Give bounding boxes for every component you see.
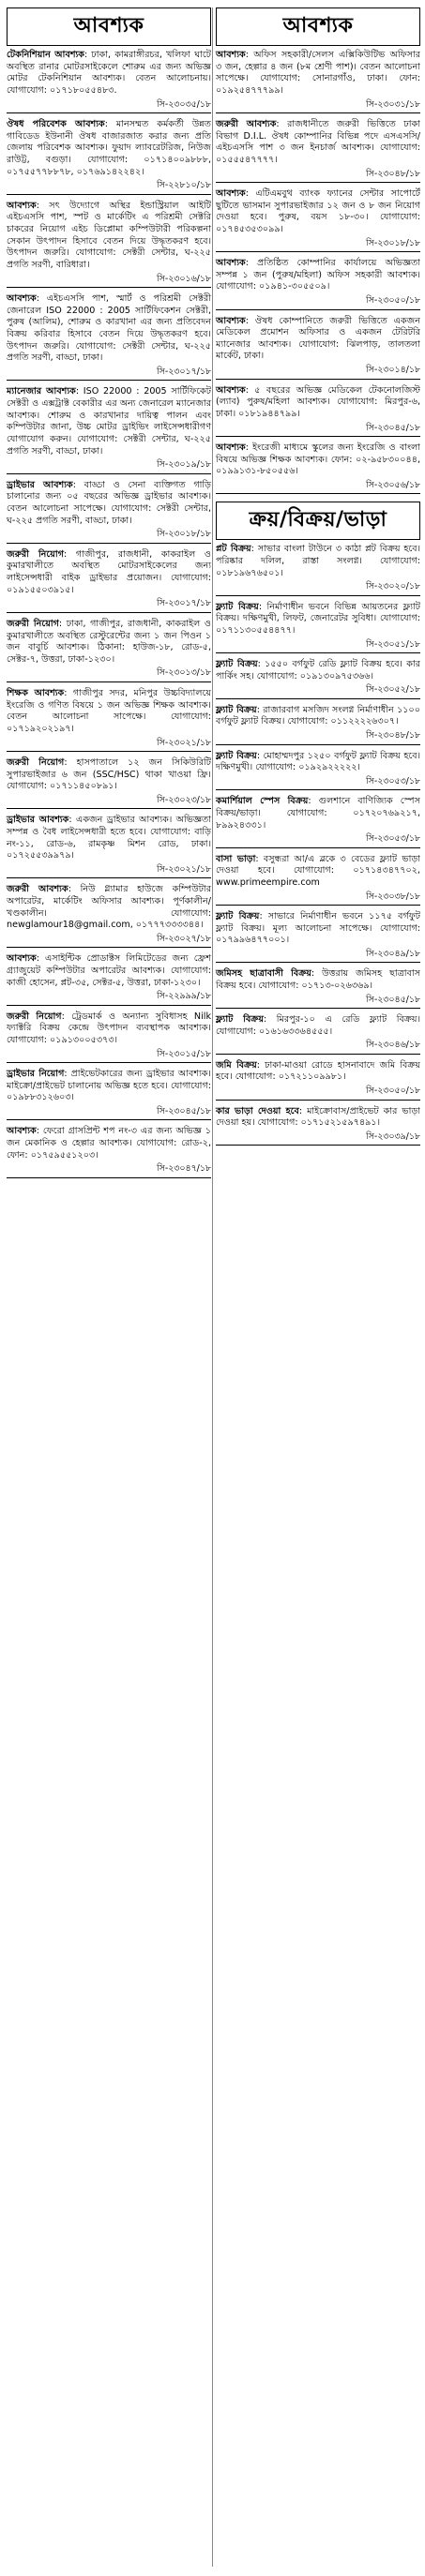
right-ad-list: [216, 50, 420, 494]
ad-body: : প্রতিষ্ঠিত কোম্পানির কার্যালয়ে অভিজ্ঞতা সম্পন্ন ১ জন (পুরুষ/মহিলা) অফিস সহকারী আবশ্যক। যোগাযোগ: ০১৯৪১-৩০৫৫০৯।: [216, 258, 420, 292]
ad-title: আবশ্যক: [7, 200, 37, 211]
classified-ad: [216, 1106, 420, 1146]
ad-separator: [216, 789, 420, 790]
ad-text: [216, 316, 420, 364]
ad-title: ফ্ল্যাট বিক্রয়: [216, 601, 259, 612]
ad-title: ফ্ল্যাট বিক্রয়: [216, 910, 260, 921]
ad-title: ফ্ল্যাট বিক্রয়: [216, 659, 258, 670]
ad-code: সি-২৩০৪৯/১৮: [365, 948, 420, 959]
ad-body: : বসুন্ধরা আ/এ ব্লকে ৩ বেডের ফ্ল্যাট ভাড়া দেওয়া হবে। যোগাযোগ: ০১৭১৪৩৪৭৭০২, www.primeempire.com: [216, 853, 420, 888]
ad-separator: [216, 182, 420, 183]
ad-separator: [7, 543, 211, 544]
ad-title: জরুরী আবশ্যক: [216, 119, 277, 130]
ad-text: [7, 549, 211, 597]
ad-body: : একজন ড্রাইভার আবশ্যক। অভিজ্ঞতা সম্পন্ন ও বৈধ লাইসেন্সধারী হতে হবে। যোগাযোগ: বাড়ি নং-১১, রোড-৬, রামকৃষ্ণ মিশন রোড, ঢাকা। ০১৭২৫৫৩৯৯৭৯।: [7, 815, 212, 861]
left-column: [7, 7, 211, 1184]
ad-text: [7, 1069, 211, 1104]
ad-title: জরুরী নিয়োগ: [7, 548, 64, 560]
ad-code: সি-২৩০৪৮/১৮: [365, 730, 420, 741]
ad-body: : প্রাইভেটকারের জন্য ড্রাইভার আবশ্যক। মাইক্রো/প্রাইভেট চালানোয় অভিজ্ঞ হতে হবে। যোগাযোগ: ০১৯৮৮৩১২৬০৩।: [7, 1069, 211, 1103]
ad-body: : গুলশানে বাণিজ্যিক স্পেস বিক্রয়/ভাড়া। যোগাযোগ: ০১৭২০৭৬৯২১৭, ৮৯৯২৪৩৩১।: [216, 796, 420, 831]
ad-body: : মিরপুর-১০ এ রেডি ফ্ল্যাট বিক্রয়। যোগাযোগ: ০১৬১৬৩৩৬৪৫৫৫।: [216, 1014, 420, 1037]
ad-title: ফ্ল্যাট বিক্রয়: [216, 750, 257, 761]
ad-title: জরুরী নিয়োগ: [7, 756, 65, 768]
ad-separator: [216, 436, 420, 437]
ad-text: [216, 659, 420, 682]
classified-ad: [7, 549, 211, 613]
ad-text: [216, 385, 420, 421]
ad-text: [216, 705, 420, 728]
ad-body: : অফিস সহকারী/সেলস এক্সিকিউটিভ অফিসার ৩ জন, হেল্পার ৪ জন (৮ম শ্রেণী পাশ)। বেতন আলোচনা সাপেক্ষে। যোগাযোগ: সোনারগাঁও, ঢাকা। ফোন: ০১৯২৫৪৭৭৭৯৯।: [216, 50, 420, 96]
ad-separator: [216, 962, 420, 963]
ad-separator: [7, 947, 211, 948]
ad-separator: [216, 309, 420, 310]
classified-ad: [7, 619, 211, 682]
ad-code: সি-২৩০১৪/১৮: [365, 365, 420, 376]
ad-code: সি-২৩০১৬/১৮: [156, 273, 211, 284]
ad-code: সি-২৩০১৯/১৮: [156, 459, 211, 471]
ad-body: : ঢাকা, গাজীপুর, রাজধানী, কাকরাইল ও কুমারখালীতে অবস্থিত রেস্টুরেন্টের জন্য ১ জন পিওন ১ জন বাবুর্চি আবশ্যক। ঠিকানা: হাউজ-১৮, রোড-৫, সেক্টর-৭, উত্তরা, ঢাকা-১২৩০।: [7, 618, 211, 665]
ad-text: [7, 293, 211, 365]
ad-title: ড্রাইভার নিয়োগ: [7, 1069, 65, 1080]
ad-text: [216, 751, 420, 774]
ad-body: : ঢাকা, কামরাঙ্গীরচর, খলিফা ঘাটে অবস্থিত রানার মোটরসাইকেলে শোরুম এর জন্য অভিজ্ঞ মোটর টেকনিশিয়ান আবশ্যক। বেতন আলোচনায়। যোগাযোগ: ০১৭১৮০৫৫৪৮৩.: [7, 50, 211, 96]
classified-ad: [216, 316, 420, 380]
ad-body: : সৎ উদ্যোগে অস্থির ইন্ডাস্ট্রিয়াল আইটি এইচএসসি পাশ, স্পট ও মার্কেটিং এ পরিশ্রমী সেক্টরি চাকরের নিয়োগ এইচ ডিপ্লোমা কম্পিউটারী পরিকল্পনা সেকান উৎপাদন হিসাবে বেতন দিয়ে উদ্ধৃতকরণ হবে। উৎপাদন জরুরি। যোগাযোগ: সেক্টরী সেন্টার, ঘ-২২৫ প্রগতি সরণী, বারিধারা।: [7, 200, 211, 271]
ad-separator: [7, 287, 211, 288]
ad-title: আবশ্যক: [7, 953, 37, 965]
ad-text: [7, 884, 211, 932]
ad-body: : হাসপাতালে ১২ জন সিকিউরিটি সুপারভাইজার ৬ জন (SSC/HSC) থাকা খাওয়া ফ্রি। যোগাযোগ: ০১৭১১৪৫০৮৯১।: [7, 756, 211, 792]
ad-title: টেকনিশিয়ান আবশ্যক: [7, 50, 84, 61]
ad-body: : এইচএসসি পাশ, স্মার্ট ও পরিশ্রমী সেক্টরী জেনারেল ISO 22000 : 2005 সার্টিফিকেশন সেক্টরী, পুরুষ (আলিম), শোরুম ও কারখানা এর জন্য প্রতিবেদন বিক্রয় করিবার হিসাবে বেতন দিয়ে উদ্ধৃতকরণ হবে। উৎপাদন জরুরি। যোগাযোগ: সেক্টরী সেন্টার, ঘ-২২৫ প্রগতি সরণী, বাড্ডা, ঢাকা।: [7, 293, 211, 364]
ad-text: [7, 50, 211, 97]
ad-body: : বাড্ডা ও সেনা ব্যক্তিগত গাড়ি চালানোর জন্য ০৫ বছরের অভিজ্ঞ ড্রাইভার আবশ্যক। বেতন আলোচনা সাপেক্ষে। যোগাযোগ: সেক্টরী সেন্টার, ঘ-২২৫ প্রগতি সরণী, বাড্ডা, ঢাকা।: [7, 479, 211, 526]
ad-text: [7, 815, 211, 862]
ad-code: সি-২৩০৫৬/১৮: [365, 479, 420, 490]
classified-ad: [7, 1069, 211, 1120]
ad-separator: [216, 379, 420, 380]
ad-code: সি-২৩০৩৮/১৮: [365, 891, 420, 902]
ad-separator: [7, 681, 211, 682]
ad-code: সি-২৩০৪৫/১৮: [156, 1106, 211, 1117]
classified-ad: [216, 188, 420, 252]
ad-title: আবশ্যক: [7, 1126, 37, 1137]
ad-separator: [216, 905, 420, 906]
ad-body: : নিউ গ্ল্যামার হাউজে কম্পিউটার অপারেটর, মার্কেটিং অফিসার আবশ্যক। পূর্ণকালীন/খণ্ডকালীন। যোগাযোগ: newglamour18@gmail.com, ০১৭৭৭৩৩৩৩৪৪।: [7, 884, 211, 931]
ad-title: আবশ্যক: [216, 442, 246, 453]
ad-title: ফ্ল্যাট বিক্রয়: [216, 1014, 264, 1026]
ad-text: [7, 386, 211, 457]
classified-ad: [216, 544, 420, 595]
classified-ad: [7, 1126, 211, 1177]
ad-title: আবশ্যক: [7, 293, 37, 305]
ad-separator: [7, 612, 211, 613]
ad-code: সি-২৩০৫০/১৮: [365, 1086, 420, 1097]
classified-ad: [216, 968, 420, 1009]
ad-title: ফ্ল্যাট বিক্রয়: [216, 704, 257, 715]
classified-ad: [216, 854, 420, 906]
ad-text: [216, 1060, 420, 1084]
ad-text: [216, 50, 420, 97]
ad-title: প্লট বিক্রয়: [216, 544, 251, 555]
classified-ad: [216, 602, 420, 653]
ad-title: ঔষধ পরিবেশক আবশ্যক: [7, 119, 105, 130]
classified-ad: [216, 659, 420, 699]
classified-ad: [7, 293, 211, 381]
left-ad-list: [7, 50, 211, 1178]
ad-title: আবশ্যক: [216, 258, 246, 269]
classified-ad: [7, 688, 211, 752]
classified-ad: [7, 50, 211, 113]
ad-code: সি-২৩০৩৯/১৮: [365, 1131, 420, 1142]
ad-body: : ৫ বছরের অভিজ্ঞ মেডিকেল টেকনোলজিস্ট (ল্যাব) পুরুষ/মহিলা আবশ্যক। যোগাযোগ: মিরপুর-৬, ঢাকা। ০১৮১৯৪৪৭৯৯।: [216, 384, 420, 419]
classified-ad: [216, 1060, 420, 1101]
ad-code: সি-২৩০৪৭/১৮: [156, 1163, 211, 1175]
ad-text: [216, 602, 420, 637]
ad-code: সি-২৩০২০/১৮: [365, 581, 420, 592]
ad-separator: [7, 877, 211, 878]
ad-separator: [216, 595, 420, 596]
ad-text: [216, 911, 420, 947]
classified-ad: [7, 884, 211, 948]
section-header-sales: ক্রয়/বিক্রয়/ভাড়া: [216, 502, 420, 540]
ad-title: জরুরী নিয়োগ: [7, 1011, 62, 1022]
classified-ad: [7, 386, 211, 473]
ad-code: সি-২২৮১০/১৮: [156, 180, 211, 191]
ad-code: সি-২৩০৪৬/১৮: [365, 1040, 420, 1051]
classified-ad: [216, 705, 420, 745]
ad-body: : এটিএমবুথ ব্যাংক ফ্যানের সেন্টার সাপোর্টে ছুটিতে ভাসমান সুপারভাইজার ১২ জন ও ৮ জন নিয়োগ দেওয়া হবে। পুরুষ, বয়স ১৮-৩০। যোগাযোগ: ০১৭৪৫৩৫৩০৯৯।: [216, 188, 420, 235]
ad-code: সি-২৩০১৮/১৮: [156, 529, 211, 540]
ad-separator: [216, 698, 420, 699]
ad-title: ম্যানেজার আবশ্যক: [7, 386, 76, 397]
ad-separator: [7, 1005, 211, 1006]
ad-body: : সাভারে নির্মাণাধীন ভবনে ১১৭৫ বর্গফুট ফ্ল্যাট বিক্রয়। মূল্য আলোচনা সাপেক্ষে। যোগাযোগ: ০১৭৯৯৬৪৭৭০০১।: [216, 910, 421, 946]
ad-separator: [7, 380, 211, 381]
ad-separator: [7, 1119, 211, 1120]
ad-code: সি-২৩০৩৫/১৮: [156, 98, 211, 110]
ad-body: : গাজীপুর, রাজধানী, কাকরাইল ও কুমারখালীতে অবস্থিত মোটরসাইকেলের জন্য লাইসেন্সধারী বাইক ড্রাইভার প্রয়োজন। যোগাযোগ: ০১৯১৫৫০৩৯১৫।: [7, 548, 211, 595]
ad-separator: [7, 473, 211, 474]
ad-code: সি-২৩০৫০/১৮: [365, 295, 420, 307]
ad-title: আবশ্যক: [216, 315, 246, 326]
ad-separator: [216, 1008, 420, 1009]
ad-text: [7, 1126, 211, 1161]
ad-body: : এসাইন্টিক প্রোডাক্টস লিমিটেডের জন্য ফ্রেশ গ্র্যাজুয়েট কম্পিউটার অপারেটর আবশ্যক। যোগাযোগ: কাজী হোসেন, প্লট-৩৫, সেক্টর-৫, উত্তরা, ঢাকা-১২৩০।: [7, 953, 211, 988]
ad-body: : মাইক্রোবাস/প্রাইভেট কার ভাড়া দেওয়া হয়। যোগাযোগ: ০১৭১৫২১৫৯৭৪৯১।: [216, 1105, 420, 1129]
ad-body: : ISO 22000 : 2005 সার্টিফিকেট সেক্টরী ও এক্সট্রাক্ট বেকারীর এর অন্য জেনারেল ম্যানেজার আবশ্যক। শোরুম ও কারখানার দায়িত্ব পালন এবং কম্পিউটার জানা, উচ্চ মোটর ড্রাইভিং লাইসেন্সধারীগণ যোগাযোগ করুন। যোগাযোগ: সেক্টরী সেন্টার, ঘ-২২৫ প্রগতি সরণী, বাড্ডা, ঢাকা।: [7, 386, 212, 457]
ad-separator: [7, 1062, 211, 1063]
ad-body: : ইংরেজী মাধ্যমে স্কুলের জন্য ইংরেজি ও বাংলা বিষয়ে অভিজ্ঞ শিক্ষক আবশ্যক। ফোন: ০২-৯৫৮৩০০৪৪, ০১৯৯১৩১-৮৫০৫৫৬।: [216, 442, 420, 477]
ad-code: সি-২৩০১৫/১৮: [156, 1048, 211, 1059]
ad-code: সি-২৩০১৮/১৮: [365, 237, 420, 248]
ad-code: সি-২২৯৯৯/১৮: [156, 991, 211, 1002]
ad-text: [216, 1106, 420, 1130]
sales-ad-list: [216, 544, 420, 1146]
ad-code: সি-২৩০১৩/১৮: [156, 667, 211, 679]
ad-title: জরুরী আবশ্যক: [7, 884, 68, 895]
classified-ad: [7, 201, 211, 288]
ad-text: [7, 619, 211, 666]
ad-separator: [216, 1100, 420, 1101]
ad-body: : ঔষধ কোম্পানিতে জরুরী ভিত্তিতে একজন মেডিকেল প্রমোশন অফিসার ও একজন টেরিটরি ম্যানেজার আবশ্যক। যোগাযোগ: ঝিলপাড়, তালতলা মার্কেট, ঢাকা।: [216, 315, 420, 362]
classified-ad: [7, 757, 211, 809]
classified-ad: [216, 258, 420, 309]
ad-body: : মোহাম্মদপুর ১২৫০ বর্গফুট ফ্ল্যাট বিক্রয় হবে। দক্ষিণমুখী। যোগাযোগ: ০১৯২৯২২২২২।: [216, 750, 420, 773]
ad-title: বাসা ভাড়া: [216, 853, 256, 864]
ad-code: সি-২৩০৩১/১৮: [365, 98, 420, 110]
classified-ad: [7, 1011, 211, 1063]
ad-separator: [7, 194, 211, 195]
ad-separator: [216, 112, 420, 113]
ad-body: : মানসম্মত কর্মকর্তী উন্নত গাবিডেড ইউনানী ঔষধ বাজারজাত করার জন্য প্রতি জেলায় পরিবেশক আবশ্যক। ফুয়াদ ল্যাবরেটরিজ, নিউজ রাউট্ট, বগুড়া। যোগাযোগ: ০১৭১৪০০৯৮৮৮, ০১৭৫৫৭৭৮৮৭৮, ০১৭৬৯১৪২২৪২।: [7, 119, 211, 177]
ad-body: : ফেরো গ্রাসপ্রিন্ট শপ নং-৩ এর জন্য অভিজ্ঞ ১ জন মেকানিক ও হেল্পার আবশ্যক। যোগাযোগ: রোড-২, ফোন: ০১৭৫৯৫৫১২০৩।: [7, 1126, 211, 1161]
ad-text: [216, 119, 420, 167]
ad-separator: [216, 493, 420, 494]
classified-ad: [216, 442, 420, 494]
ad-text: [216, 968, 420, 992]
ad-code: সি-২৩০৪৮/১৮: [365, 168, 420, 179]
classified-ad: [216, 1014, 420, 1055]
ad-code: সি-২৩০৫১/১৮: [365, 638, 420, 650]
ad-text: [7, 480, 211, 528]
ad-title: আবশ্যক: [216, 384, 246, 396]
ad-code: সি-২৩০১৭/১৮: [156, 598, 211, 609]
ad-title: জমিসহ ছাত্রাবাসী বিক্রয়: [216, 968, 311, 980]
ad-text: [216, 854, 420, 890]
classified-ad: [216, 911, 420, 963]
ad-body: : উত্তরায় জমিসহ ছাত্রাবাস বিক্রয় হবে। যোগাযোগ: ০১৭১৩-০২৬৩৬৯।: [216, 968, 420, 991]
ad-body: : রাজধানীতে জরুরী ভিত্তিতে ঢাকা বিভাগ D.I.L. ঔষধ কোম্পানির বিভিন্ন পদে এসএসসি/এইচএসসি পাশ ৩ জন ইনচার্জ আবশ্যক। যোগাযোগ: ০১৫৫৫৪৭৭৭৭।: [216, 119, 421, 166]
ad-text: [7, 953, 211, 989]
right-column: [216, 7, 420, 1151]
ad-title: শিক্ষক আবশ্যক: [7, 687, 65, 698]
ad-code: সি-২৩০৫২/১৮: [365, 684, 420, 696]
ad-separator: [216, 1145, 420, 1146]
ad-text: [7, 201, 211, 272]
classified-ad: [216, 119, 420, 183]
section-header-left: আবশ্যক: [7, 7, 211, 46]
ad-separator: [216, 1054, 420, 1055]
ad-title: কমার্শিয়াল স্পেস বিক্রয়: [216, 796, 309, 807]
ad-title: আবশ্যক: [216, 50, 246, 61]
ad-separator: [216, 251, 420, 252]
ad-separator: [7, 1177, 211, 1178]
ad-separator: [216, 744, 420, 745]
ad-code: সি-২৩০২৭/১৮: [156, 933, 211, 944]
classified-ad: [216, 385, 420, 437]
ad-code: সি-২৩০৪৫/১৮: [365, 422, 420, 433]
ad-title: জরুরী নিয়োগ: [7, 618, 59, 629]
ad-text: [216, 544, 420, 579]
ad-code: সি-২৩০১৭/১৮: [156, 367, 211, 378]
ad-body: : ঢাকা-মাওয়া রোডে হাসনাবাদে জমি বিক্রয় হবে। যোগাযোগ: ০১৭২১১০৯৯৮১।: [216, 1059, 420, 1083]
classified-ad: [7, 119, 211, 195]
ad-text: [7, 757, 211, 793]
classified-ad: [216, 796, 420, 847]
ad-separator: [216, 847, 420, 848]
ad-text: [7, 119, 211, 178]
ad-text: [216, 442, 420, 478]
ad-code: সি-২৩০৫৩/১৮: [365, 775, 420, 786]
ad-code: সি-২৩০২১/১৮: [156, 737, 211, 748]
ad-body: : ১৫৫০ বর্গফুট রেডি ফ্ল্যাট বিক্রয় হবে। কার পার্কিং সহ। যোগাযোগ: ০১৯১৩০৯৭৫৩৬৬।: [216, 659, 421, 681]
ad-text: [7, 1011, 211, 1047]
ad-body: : নির্মাণাধীন ভবনে বিভিন্ন আয়তনের ফ্ল্যাট বিক্রয়। দক্ষিণমুখী, লিফট, জেনারেটর সুবিধা। যোগাযোগ: ০১৭১১৩০৫৫৪৪৭৭।: [216, 601, 420, 636]
ad-code: সি-২৩০২৩/১৮: [156, 794, 211, 805]
classified-ad: [216, 50, 420, 113]
ad-title: ড্রাইভার আবশ্যক: [7, 815, 69, 826]
ad-code: সি-২৩০৫৩/১৮: [365, 833, 420, 845]
ad-code: সি-২৩০২১/১৮: [156, 863, 211, 875]
classified-ad: [7, 815, 211, 878]
ad-title: ড্রাইভার আবশ্যক: [7, 479, 73, 490]
ad-title: কার ভাড়া দেওয়া হবে: [216, 1105, 299, 1116]
classified-ad: [7, 953, 211, 1005]
ad-text: [216, 258, 420, 293]
ad-separator: [7, 808, 211, 809]
section-header-right: আবশ্যক: [216, 7, 420, 46]
ad-separator: [216, 652, 420, 653]
ad-body: : সাভার বাংলা টাউনে ৩ কাঠা প্লট বিক্রয় হবে। পরিষ্কার দলিল, রাস্তা সংলগ্ন। যোগাযোগ: ০১৮১৯৬৭৬৫০১।: [216, 544, 421, 578]
ad-text: [216, 1014, 420, 1038]
classified-ad: [7, 480, 211, 544]
ad-title: জমি বিক্রয়: [216, 1059, 257, 1071]
classified-ad: [216, 751, 420, 791]
ad-body: : ট্রেডমার্ক ও অন্যান্য সুবিধাসহ Nilk ফ্যাক্টরি বিক্রয় কেন্দ্রে উৎপাদন ব্যবস্থাপক আবশ্যক। যোগাযোগ: ০১৯১৩০০৫৩৭৩।: [7, 1011, 211, 1046]
ad-body: : গাজীপুর সদর, মনিপুর উচ্চবিদ্যালয়ে ইংরেজি ও গণিত বিষয়ে ১ জন অভিজ্ঞ শিক্ষক আবশ্যক। বেতন আলোচনা সাপেক্ষে। যোগাযোগ: ০১৭১৯২০২১৯৭।: [7, 687, 211, 734]
ad-separator: [7, 751, 211, 752]
ad-body: : রাজারবাগ মসজিদ সংলগ্ন নির্মাণাধীন ১১০০ বর্গফুট ফ্ল্যাট বিক্রয়। যোগাযোগ: ০১১২২২২৬৩০৭।: [216, 704, 421, 727]
ad-text: [216, 796, 420, 831]
ad-text: [216, 188, 420, 236]
ad-title: আবশ্যক: [216, 188, 246, 200]
ad-separator: [7, 112, 211, 113]
ad-code: সি-২৩০৪৫/১৮: [365, 994, 420, 1005]
ad-text: [7, 688, 211, 736]
column-divider: [212, 7, 213, 2567]
